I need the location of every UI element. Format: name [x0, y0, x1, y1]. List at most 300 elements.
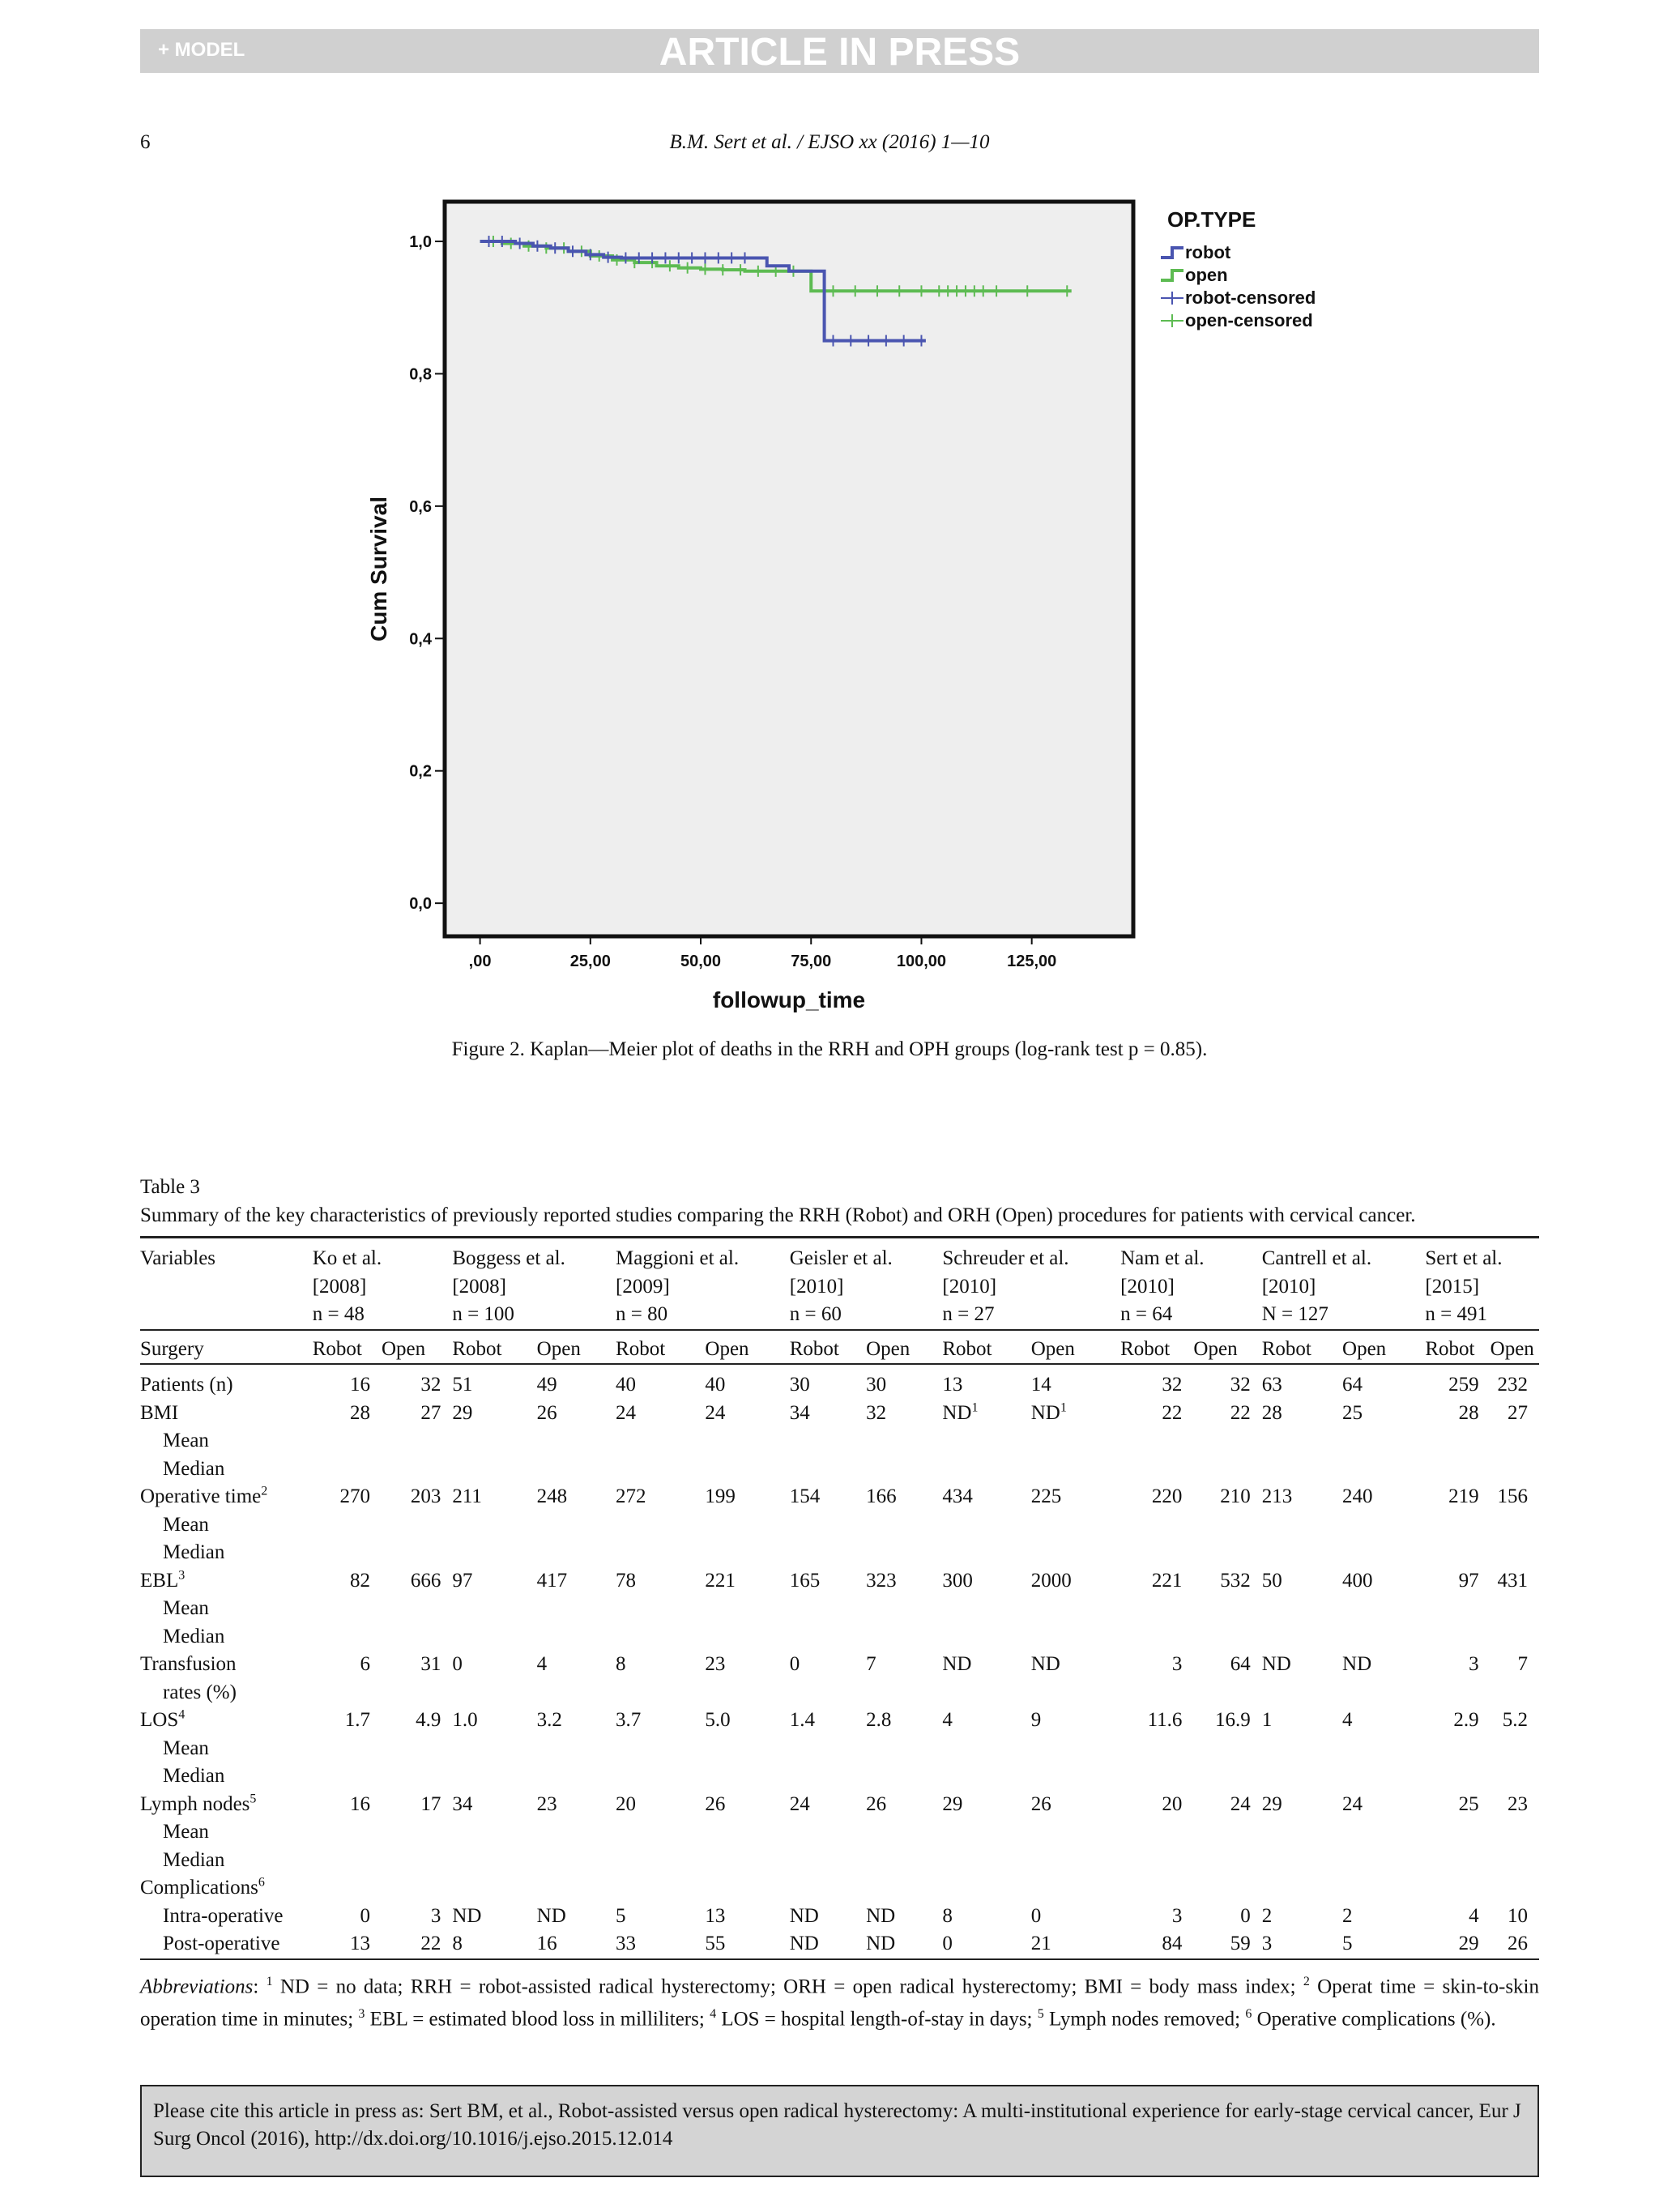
table-cell: [790, 1762, 866, 1791]
table-cell: [313, 1651, 382, 1679]
robot-col-label: Robot: [1425, 1330, 1490, 1365]
table-cell: [382, 1651, 452, 1679]
y-axis-title: Cum Survival: [366, 497, 391, 641]
table-row: [140, 1483, 1539, 1511]
y-tick-label: 0,8: [409, 365, 432, 384]
table-cell: [1193, 1679, 1261, 1707]
table-cell: [1342, 1707, 1425, 1735]
table-row: [140, 1427, 1539, 1455]
table-cell: [1031, 1791, 1120, 1819]
table-cell: [942, 1623, 1030, 1652]
study-header-cell: [2008]: [452, 1275, 506, 1298]
table-cell: [790, 1595, 866, 1623]
table-cell: [1491, 1903, 1539, 1931]
table-cell: [537, 1930, 616, 1959]
table-cell: [537, 1539, 616, 1567]
table-cell: [1491, 1762, 1539, 1791]
table-cell: [1031, 1818, 1120, 1847]
table-cell: [452, 1364, 536, 1400]
y-tick-label: 1,0: [409, 233, 432, 252]
robot-col-label: Robot: [452, 1330, 536, 1365]
cell-value: 16: [350, 1374, 370, 1396]
cell-value: 22: [1230, 1401, 1251, 1424]
table-cell: [790, 1483, 866, 1511]
cell-value: 219: [1448, 1485, 1479, 1507]
table-cell: [452, 1511, 536, 1540]
table-row: [140, 1364, 1539, 1400]
table-cell: [452, 1539, 536, 1567]
table-cell: [452, 1455, 536, 1484]
table-cell: [1193, 1818, 1261, 1847]
cell-value: 2.9: [1453, 1709, 1479, 1731]
row-label: [140, 1791, 313, 1819]
table-cell: [1120, 1679, 1193, 1707]
cell-value: 16: [536, 1933, 557, 1954]
table-cell: [1031, 1874, 1120, 1903]
cell-value: 13: [350, 1933, 370, 1954]
cell-value: 3: [430, 1904, 441, 1927]
cell-value: 666: [410, 1569, 441, 1592]
row-label-text: Mean: [163, 1821, 209, 1843]
table-cell: [790, 1364, 866, 1400]
cell-value: 3: [1171, 1653, 1183, 1675]
row-label-text: Complications: [140, 1877, 258, 1899]
table-cell: [1491, 1595, 1539, 1623]
row-label-text: Operative time: [140, 1485, 262, 1507]
cell-value: ND: [536, 1904, 566, 1927]
table-cell: [942, 1455, 1030, 1484]
table-cell: [537, 1818, 616, 1847]
table-cell: [313, 1762, 382, 1791]
running-head: B.M. Sert et al. / EJSO xx (2016) 1—10: [669, 131, 990, 153]
table-cell: [1031, 1595, 1120, 1623]
table-cell: [1425, 1651, 1490, 1679]
table-cell: [790, 1623, 866, 1652]
table-cell: [790, 1400, 866, 1428]
y-tick-label: 0,0: [409, 895, 432, 914]
table-cell: [1342, 1511, 1425, 1540]
table-cell: [452, 1400, 536, 1428]
table-cell: [452, 1874, 536, 1903]
table-cell: [537, 1735, 616, 1763]
table-cell: [1031, 1400, 1120, 1428]
table-cell: [866, 1427, 942, 1455]
row-label-text: LOS: [140, 1709, 179, 1731]
cell-value: 4: [1342, 1709, 1353, 1731]
table-cell: [1342, 1791, 1425, 1819]
cell-value: 434: [942, 1485, 973, 1507]
table-header-row: [140, 1273, 1539, 1302]
table-cell: [1262, 1364, 1342, 1400]
table-cell: [382, 1595, 452, 1623]
cell-value: 400: [1342, 1569, 1373, 1592]
open-col-label: Open: [382, 1330, 452, 1365]
table-cell: [1193, 1903, 1261, 1931]
table-cell: [1425, 1874, 1490, 1903]
cell-value: 24: [616, 1401, 637, 1424]
cell-value: 23: [536, 1792, 557, 1815]
table-cell: [1342, 1427, 1425, 1455]
study-header-cell: Nam et al.: [1120, 1238, 1262, 1273]
table-cell: [1120, 1567, 1193, 1596]
table-cell: [705, 1623, 789, 1652]
cell-value: 0: [1030, 1904, 1042, 1927]
table-cell: [942, 1679, 1030, 1707]
table-cell: [313, 1818, 382, 1847]
cell-value: 220: [1151, 1485, 1183, 1507]
table-cell: [452, 1651, 536, 1679]
table-cell: [616, 1847, 705, 1875]
table-cell: [1491, 1364, 1539, 1400]
x-tick-label: 125,00: [1007, 953, 1057, 970]
table-cell: [1262, 1483, 1342, 1511]
cell-value: 11.6: [1147, 1709, 1183, 1731]
table-cell: [790, 1818, 866, 1847]
table-header-cell: Variables: [140, 1238, 313, 1273]
table-cell: [616, 1539, 705, 1567]
x-tick-label: 50,00: [680, 953, 722, 970]
table-header-row: [140, 1301, 1539, 1330]
study-header-cell: [2010]: [1120, 1275, 1175, 1298]
table-row: [140, 1679, 1539, 1707]
table-cell: [866, 1791, 942, 1819]
footnote-marker: 3: [358, 2007, 365, 2022]
table-cell: [313, 1364, 382, 1400]
table-cell: [866, 1483, 942, 1511]
legend-label: open-censored: [1185, 310, 1313, 330]
row-label: [140, 1623, 313, 1652]
table-cell: [616, 1791, 705, 1819]
y-tick-label: 0,2: [409, 762, 432, 781]
cell-value: 6: [360, 1653, 370, 1675]
table-cell: [1425, 1847, 1490, 1875]
table-header-row: [140, 1238, 1539, 1273]
cell-value: 323: [866, 1569, 897, 1592]
study-header-cell: Sert et al.: [1425, 1238, 1539, 1273]
table-cell: [942, 1847, 1030, 1875]
table-cell: [616, 1623, 705, 1652]
table-cell: [616, 1364, 705, 1400]
table-cell: [1031, 1735, 1120, 1763]
study-header-cell: Geisler et al.: [790, 1238, 943, 1273]
table-cell: [790, 1651, 866, 1679]
table-cell: [452, 1707, 536, 1735]
cell-value: ND: [942, 1653, 972, 1675]
table-cell: [1342, 1874, 1425, 1903]
table-cell: [1342, 1595, 1425, 1623]
table-cell: [452, 1847, 536, 1875]
table-cell: [537, 1847, 616, 1875]
table-cell: [1120, 1364, 1193, 1400]
cell-value: 30: [789, 1374, 810, 1396]
cell-value: 82: [350, 1569, 370, 1592]
table-header-cell: [140, 1273, 313, 1302]
table-cell: [313, 1539, 382, 1567]
cell-value: 26: [536, 1401, 557, 1424]
cell-value: 34: [452, 1792, 473, 1815]
model-label: + MODEL: [158, 39, 245, 61]
row-label-text: Transfusion: [140, 1653, 237, 1675]
open-col-label: Open: [705, 1330, 789, 1365]
table-cell: [1262, 1903, 1342, 1931]
cell-value: 248: [536, 1485, 568, 1507]
table-cell: [313, 1847, 382, 1875]
footnote-marker: 1: [1060, 1400, 1067, 1415]
table-cell: [1031, 1847, 1120, 1875]
row-label-text: EBL: [140, 1569, 179, 1592]
table-row: [140, 1791, 1539, 1819]
table-cell: [1491, 1818, 1539, 1847]
table-cell: [705, 1567, 789, 1596]
table-cell: [705, 1818, 789, 1847]
table-cell: [1031, 1903, 1120, 1931]
table-row: [140, 1762, 1539, 1791]
cell-value: 40: [705, 1374, 726, 1396]
row-label: [140, 1930, 313, 1959]
table-cell: [1120, 1427, 1193, 1455]
table-cell: [1120, 1818, 1193, 1847]
table-cell: [1031, 1427, 1120, 1455]
surgery-label: Surgery: [140, 1330, 313, 1365]
abbreviation-text: Operat time = skin-to-skin operation time in minutes;: [140, 1975, 1540, 2031]
table-cell: [790, 1847, 866, 1875]
table-cell: [942, 1511, 1030, 1540]
study-header-cell: [2008]: [312, 1275, 367, 1298]
cell-value: 2: [1342, 1904, 1353, 1927]
table-cell: [537, 1679, 616, 1707]
footnote-marker: 3: [178, 1568, 186, 1583]
table-cell: [866, 1567, 942, 1596]
table-cell: [866, 1651, 942, 1679]
cell-value: 34: [789, 1401, 810, 1424]
row-label-text: Mean: [163, 1597, 209, 1619]
table-cell: [452, 1818, 536, 1847]
table-cell: [1262, 1791, 1342, 1819]
table-cell: [866, 1455, 942, 1484]
cell-value: 9: [1030, 1709, 1042, 1731]
row-label: [140, 1903, 313, 1931]
table-cell: [1120, 1623, 1193, 1652]
table-cell: [942, 1874, 1030, 1903]
open-col-label: Open: [1342, 1330, 1425, 1365]
table-cell: [382, 1818, 452, 1847]
study-header-cell: [2010]: [1261, 1275, 1316, 1298]
table-cell: [1342, 1903, 1425, 1931]
table-cell: [1425, 1595, 1490, 1623]
table-row: [140, 1847, 1539, 1875]
row-label: [140, 1595, 313, 1623]
x-tick-label: 25,00: [569, 953, 611, 970]
table-cell: [1262, 1762, 1342, 1791]
robot-col-label: Robot: [790, 1330, 866, 1365]
cell-value: 24: [1230, 1792, 1251, 1815]
cell-value: 32: [1230, 1374, 1251, 1396]
table-cell: [1031, 1364, 1120, 1400]
table-cell: [452, 1483, 536, 1511]
table-cell: [1031, 1651, 1120, 1679]
cell-value: ND: [452, 1904, 482, 1927]
table-cell: [942, 1707, 1030, 1735]
cell-value: 25: [1458, 1792, 1479, 1815]
cell-value: 8: [616, 1653, 626, 1675]
table-cell: [382, 1679, 452, 1707]
open-col-label: Open: [1491, 1330, 1539, 1365]
cell-value: 300: [942, 1569, 973, 1592]
table-cell: [1491, 1707, 1539, 1735]
table-cell: [382, 1874, 452, 1903]
table-cell: [790, 1679, 866, 1707]
table-cell: [942, 1567, 1030, 1596]
table-cell: [537, 1400, 616, 1428]
table-cell: [942, 1595, 1030, 1623]
table-cell: [1425, 1483, 1490, 1511]
table-cell: [942, 1539, 1030, 1567]
cell-value: 16.9: [1214, 1709, 1251, 1731]
table-cell: [705, 1791, 789, 1819]
cell-value: 221: [1151, 1569, 1183, 1592]
cell-value: 210: [1220, 1485, 1251, 1507]
table-cell: [1425, 1455, 1490, 1484]
cell-value: 24: [705, 1401, 726, 1424]
cell-value: 3: [1469, 1653, 1479, 1675]
table-cell: [942, 1735, 1030, 1763]
citation-text: Please cite this article in press as: Sert BM, et al., Robot-assisted versus open radical hysterectomy: A multi-institutional experience for early-stage cervical cancer, Eur J Surg Oncol (2016), http://dx.doi.org/10.1016/j.ejso.2015.12.014: [153, 2100, 1521, 2150]
open-col-label: Open: [1031, 1330, 1120, 1365]
table-cell: [705, 1400, 789, 1428]
cell-value: 23: [705, 1653, 726, 1675]
cell-value: 21: [1030, 1933, 1051, 1954]
table-cell: [942, 1791, 1030, 1819]
cell-value: 4: [1469, 1904, 1479, 1927]
cell-value: 3.7: [616, 1709, 642, 1731]
table-cell: [866, 1539, 942, 1567]
table-cell: [313, 1400, 382, 1428]
cell-value: 14: [1030, 1374, 1051, 1396]
table-cell: [1425, 1679, 1490, 1707]
table-cell: [705, 1651, 789, 1679]
table-cell: [616, 1707, 705, 1735]
table-cell: [705, 1735, 789, 1763]
row-label: [140, 1762, 313, 1791]
cell-value: 29: [1261, 1792, 1282, 1815]
table-cell: [616, 1567, 705, 1596]
cell-value: 78: [616, 1569, 637, 1592]
cell-value: ND: [789, 1933, 819, 1954]
table-cell: [382, 1903, 452, 1931]
table-cell: [537, 1455, 616, 1484]
table-cell: [1425, 1930, 1490, 1959]
cell-value: 431: [1497, 1569, 1528, 1592]
table-cell: [1120, 1791, 1193, 1819]
cell-value: 22: [420, 1933, 441, 1954]
table-cell: [537, 1874, 616, 1903]
table-cell: [1342, 1400, 1425, 1428]
table-cell: [452, 1595, 536, 1623]
table-row: [140, 1903, 1539, 1931]
table-cell: [1193, 1511, 1261, 1540]
x-tick-label: 100,00: [896, 953, 947, 970]
y-tick-label: 0,6: [409, 497, 432, 516]
table-row: [140, 1539, 1539, 1567]
cell-value: 165: [789, 1569, 821, 1592]
table-cell: [790, 1791, 866, 1819]
table-row: [140, 1818, 1539, 1847]
table-cell: [1342, 1364, 1425, 1400]
table-cell: [866, 1903, 942, 1931]
table-row: [140, 1651, 1539, 1679]
cell-value: 221: [705, 1569, 736, 1592]
table-cell: [1425, 1762, 1490, 1791]
table-cell: [942, 1818, 1030, 1847]
study-header-cell: n = 491: [1425, 1301, 1539, 1330]
table-cell: [313, 1679, 382, 1707]
table-cell: [942, 1930, 1030, 1959]
row-label: [140, 1539, 313, 1567]
cell-value: 3: [1171, 1904, 1183, 1927]
row-label-text: Median: [163, 1625, 225, 1647]
table-cell: [382, 1400, 452, 1428]
table-cell: [382, 1427, 452, 1455]
table-cell: [942, 1903, 1030, 1931]
table-cell: [1262, 1567, 1342, 1596]
cell-value: 0: [360, 1904, 370, 1927]
table-cell: [1031, 1567, 1120, 1596]
table-cell: [537, 1903, 616, 1931]
abbreviations-footnote: Abbreviations: $^1$ ND = no data; RRH = robot-assisted radical hysterectomy; ORH = open radical hysterectomy; BMI = body mass index; $^2$ Operat time = skin-to-skin operation time in minutes; $^3$ EBL = estimated blood loss in milliliters; $^4$ LOS = hospital length-of-stay in days; $^5$ Lymph nodes removed; $^6$ Operative complications (%).: [140, 1975, 1540, 2031]
cell-value: ND: [1030, 1401, 1060, 1424]
table-cell: [1342, 1679, 1425, 1707]
table-cell: [382, 1511, 452, 1540]
table-cell: [705, 1874, 789, 1903]
cell-value: 213: [1261, 1485, 1293, 1507]
table-cell: [1120, 1707, 1193, 1735]
table-cell: [1425, 1707, 1490, 1735]
table-row: [140, 1455, 1539, 1484]
table-cell: [382, 1791, 452, 1819]
legend-label: robot: [1185, 242, 1231, 262]
table-cell: [705, 1595, 789, 1623]
table-cell: [705, 1455, 789, 1484]
cell-value: 22: [1162, 1401, 1183, 1424]
table-cell: [452, 1427, 536, 1455]
legend-swatch: [1161, 248, 1183, 258]
table-cell: [1262, 1595, 1342, 1623]
row-label: [140, 1364, 313, 1400]
cell-value: 532: [1220, 1569, 1251, 1592]
table-cell: [705, 1707, 789, 1735]
abbreviations-label: Abbreviations: [140, 1975, 254, 1998]
table-cell: [1342, 1735, 1425, 1763]
cell-value: 97: [452, 1569, 473, 1592]
page-number: 6: [140, 131, 151, 153]
table-cell: [1262, 1427, 1342, 1455]
table-cell: [1193, 1707, 1261, 1735]
table-cell: [942, 1427, 1030, 1455]
cell-value: 17: [420, 1792, 441, 1815]
cell-value: 33: [616, 1933, 637, 1954]
cell-value: 0: [452, 1653, 463, 1675]
table-cell: [942, 1762, 1030, 1791]
table-cell: [1491, 1483, 1539, 1511]
table-cell: [1425, 1511, 1490, 1540]
table-cell: [1031, 1455, 1120, 1484]
cell-value: 27: [1508, 1401, 1528, 1424]
table-cell: [790, 1874, 866, 1903]
table-cell: [1491, 1539, 1539, 1567]
table-cell: [866, 1364, 942, 1400]
table-cell: [1193, 1595, 1261, 1623]
table-cell: [1120, 1903, 1193, 1931]
